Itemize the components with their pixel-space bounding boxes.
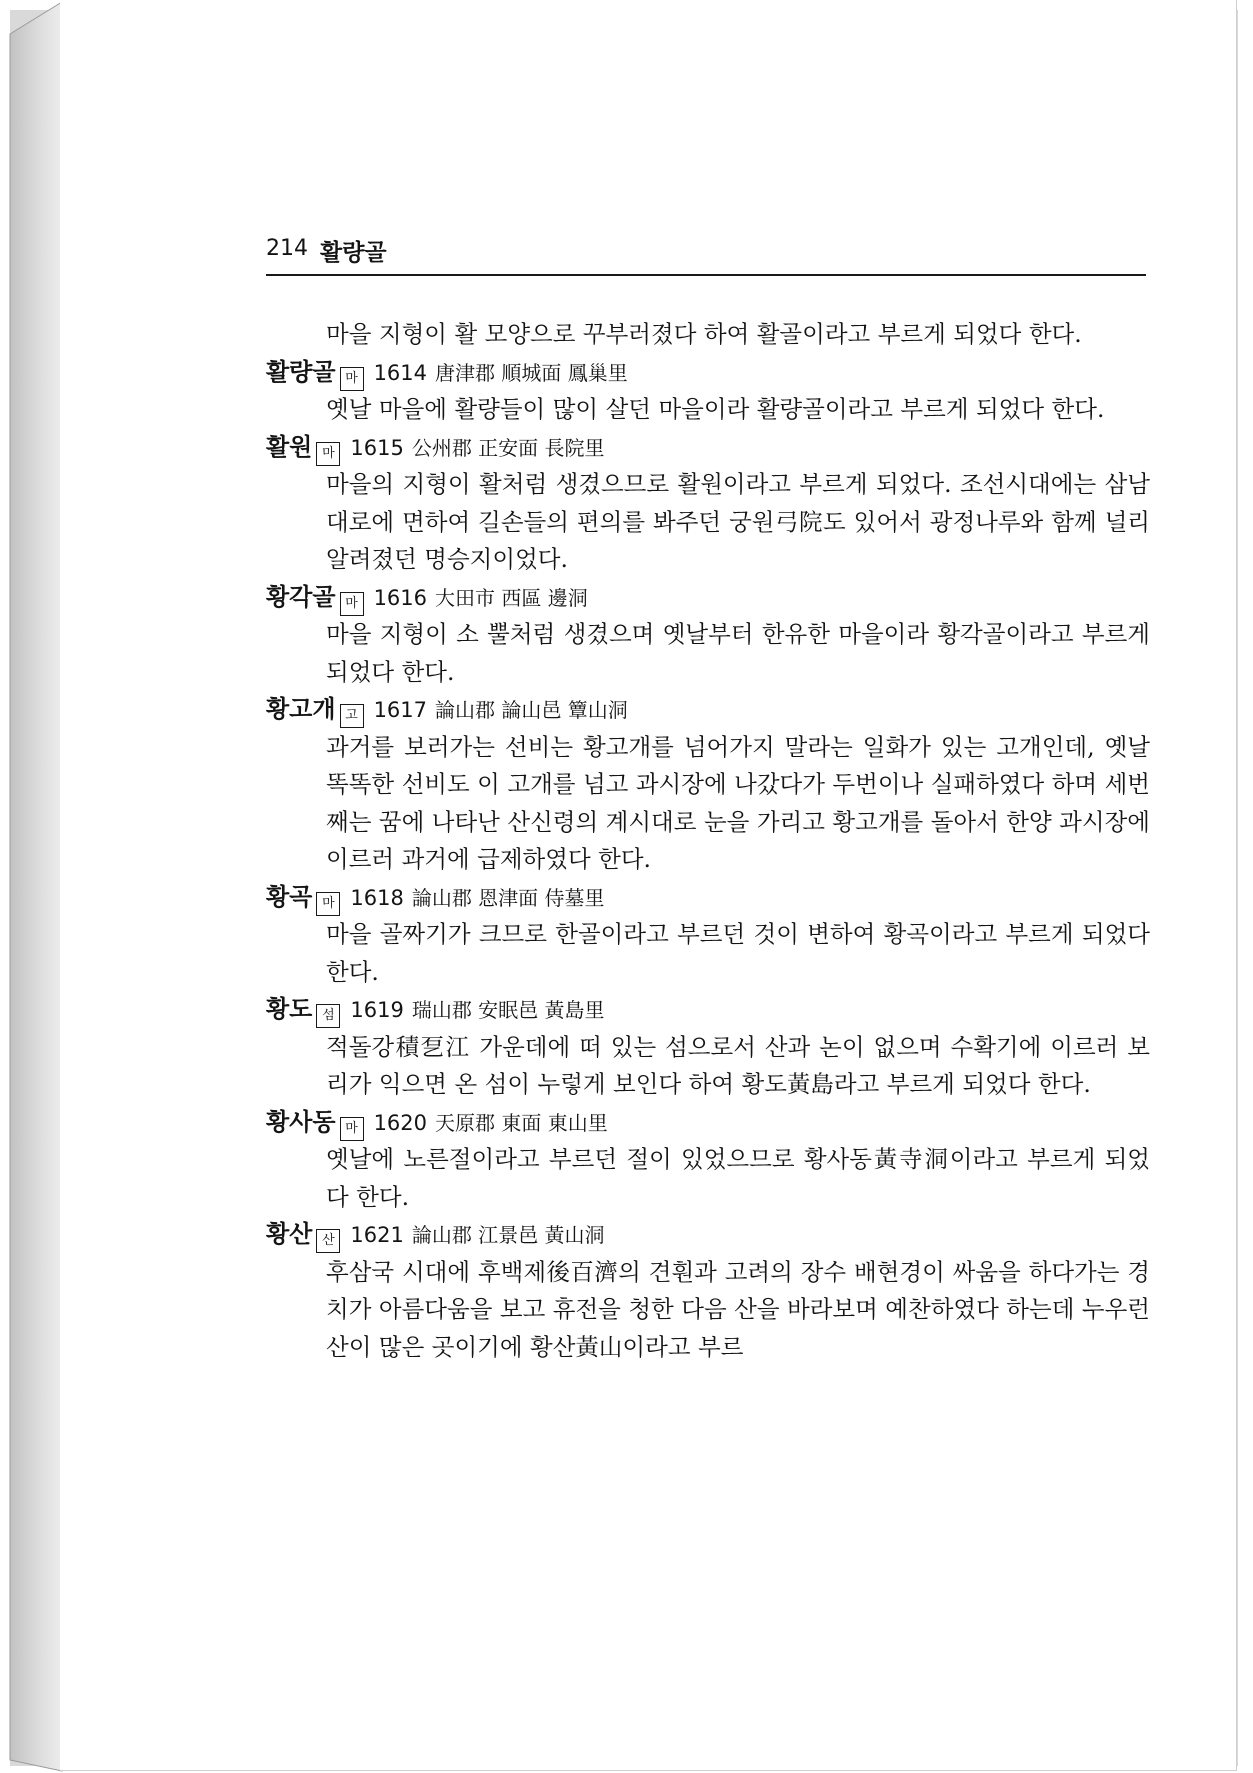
entry-description: 마을의 지형이 활처럼 생겼으므로 활원이라고 부르게 되었다. 조선시대에는 삼남대로에 면하여 길손들의 편의를 봐주던 궁원弓院도 있어서 광정나루와 함께 널리 알려졌던 명승지이었다.: [326, 470, 1150, 573]
entry-description: 마을 지형이 소 뿔처럼 생겼으며 옛날부터 한유한 마을이라 황각골이라고 부르게 되었다 한다.: [326, 620, 1150, 686]
entry-header: [266, 579, 1150, 617]
entry-description: 과거를 보러가는 선비는 황고개를 넘어가지 말라는 일화가 있는 고개인데, 옛날 똑똑한 선비도 이 고개를 넘고 과시장에 나갔다가 두번이나 실패하였다 하며 세번째는 꿈에 나타난 산신령의 계시대로 눈을 가리고 황고개를 돌아서 한양 과시장에 이르러 과거에 급제하였다 한다.: [326, 732, 1150, 873]
entry-number: 1619: [350, 998, 404, 1022]
book-page: [60, 0, 1237, 1771]
entry-number: 1616: [373, 585, 428, 610]
entry-category-badge: 섬: [316, 1004, 340, 1028]
entry-category-badge: 마: [316, 442, 340, 466]
entry-header: [266, 429, 1150, 467]
entry-number: 1617: [373, 698, 428, 722]
entry-number: 1618: [350, 885, 404, 910]
running-header: [266, 228, 1146, 276]
entry-location: 唐津郡 順城面 鳳巢里: [435, 360, 628, 385]
entry-number: 1615: [350, 435, 404, 460]
entry-headword: 황도: [266, 995, 313, 1023]
entry-number: 1620: [373, 1110, 428, 1135]
entry-category-badge: 마: [340, 367, 364, 391]
dictionary-entry: [266, 429, 1150, 579]
running-title: 활량골: [320, 240, 387, 266]
entry-header: [266, 1216, 1150, 1254]
dictionary-content: [266, 316, 1150, 1366]
entry-headword: 황각골: [266, 582, 336, 611]
entry-location: 論山郡 論山邑 簟山洞: [435, 698, 628, 722]
entry-category-badge: 마: [340, 592, 364, 616]
entry-headword: 황고개: [266, 695, 336, 723]
dictionary-entry: [266, 1216, 1150, 1366]
entry-headword: 황곡: [266, 882, 313, 911]
entry-headword: 황사동: [266, 1107, 336, 1136]
entry-header: [266, 991, 1150, 1029]
dictionary-entry: [266, 691, 1150, 879]
entry-header: [266, 1104, 1150, 1142]
entry-header: [266, 691, 1150, 729]
dictionary-entry: [266, 354, 1150, 429]
entry-category-badge: 마: [316, 892, 340, 916]
entry-headword: 황산: [266, 1220, 313, 1248]
entry-location: 瑞山郡 安眠邑 黃島里: [411, 998, 605, 1022]
entry-number: 1621: [350, 1223, 404, 1247]
dictionary-entry: [266, 879, 1150, 992]
entry-list: [266, 354, 1150, 1367]
entry-description: 적돌강積乭江 가운데에 떠 있는 섬으로서 산과 논이 없으며 수확기에 이르러 보리가 익으면 온 섬이 누렇게 보인다 하여 황도黃島라고 부르게 되었다 한다.: [326, 1032, 1150, 1098]
entry-description: 마을 골짜기가 크므로 한골이라고 부르던 것이 변하여 황곡이라고 부르게 되었다 한다.: [326, 920, 1150, 986]
entry-description: 옛날에 노른절이라고 부르던 절이 있었으므로 황사동黃寺洞이라고 부르게 되었다 한다.: [326, 1145, 1150, 1211]
entry-headword: 활원: [266, 432, 313, 461]
dictionary-entry: [266, 991, 1150, 1104]
dictionary-entry: [266, 579, 1150, 692]
entry-header: [266, 354, 1150, 392]
dictionary-entry: [266, 1104, 1150, 1217]
entry-category-badge: 마: [340, 1117, 364, 1141]
entry-number: 1614: [373, 360, 428, 385]
entry-category-badge: 산: [316, 1229, 340, 1253]
entry-location: 論山郡 江景邑 黃山洞: [411, 1223, 605, 1247]
entry-category-badge: 고: [340, 704, 364, 728]
entry-location: 大田市 西區 邊洞: [435, 585, 588, 610]
entry-header: [266, 879, 1150, 917]
entry-location: 公州郡 正安面 長院里: [411, 435, 605, 460]
entry-location: 論山郡 恩津面 侍墓里: [411, 885, 605, 910]
entry-description: 후삼국 시대에 후백제後百濟의 견훤과 고려의 장수 배현경이 싸움을 하다가는 경치가 아름다움을 보고 휴전을 청한 다음 산을 바라보며 예찬하였다 하는데 누우런 산이 많은 곳이기에 황산黃山이라고 부르: [326, 1257, 1150, 1361]
entry-headword: 활량골: [266, 357, 336, 386]
entry-location: 天原郡 東面 東山里: [435, 1110, 608, 1135]
continued-paragraph: 마을 지형이 활 모양으로 꾸부러졌다 하여 활골이라고 부르게 되었다 한다.: [326, 320, 1082, 348]
page-number: 214: [266, 236, 308, 261]
entry-description: 옛날 마을에 활량들이 많이 살던 마을이라 활량골이라고 부르게 되었다 한다.: [326, 395, 1105, 423]
